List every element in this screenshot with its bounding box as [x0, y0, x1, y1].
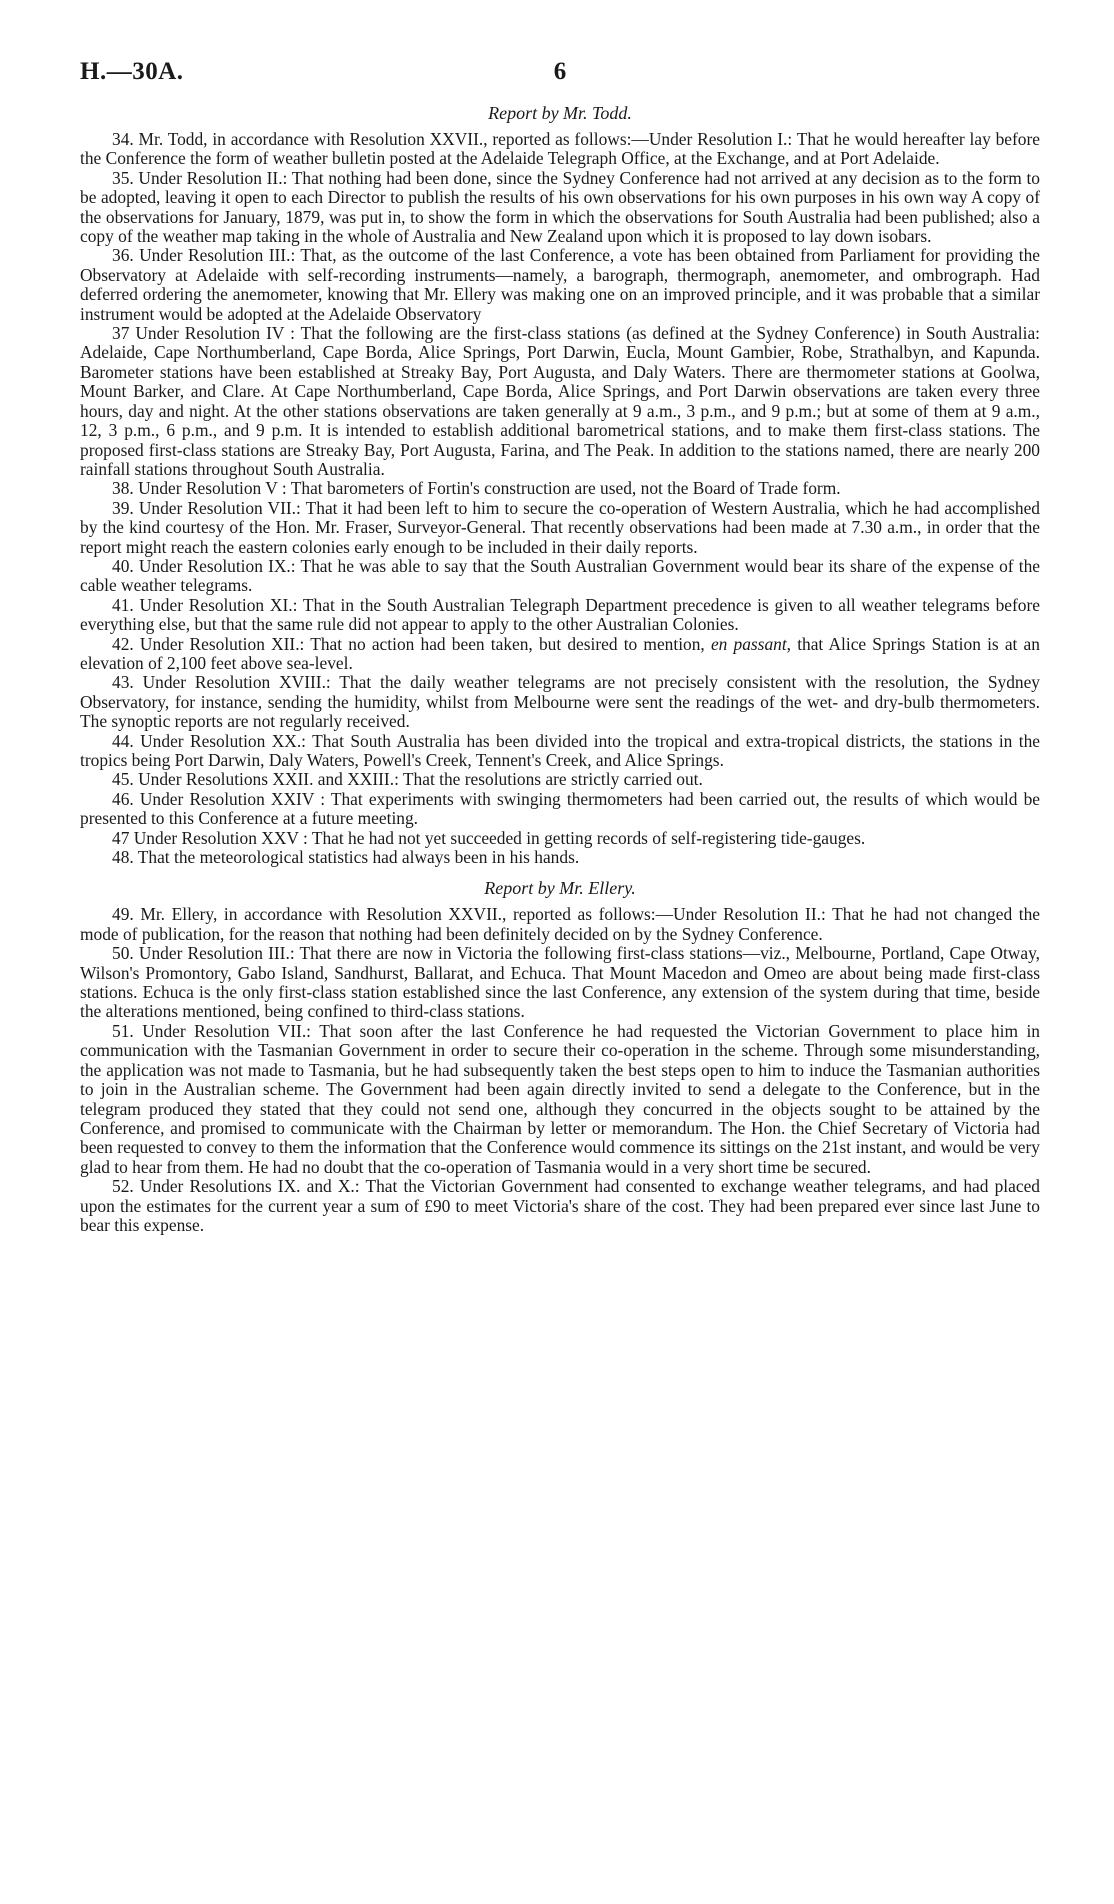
- paragraph-38: 38. Under Resolution V : That barometers of Fortin's construction are used, not the Board of Trade form.: [112, 478, 841, 499]
- paragraph-42-italic: en passant: [710, 633, 787, 654]
- paragraph-52: 52. Under Resolutions IX. and X.: That the Victorian Government had consented to exchange weather telegrams, and had placed upon the estimates for the current year a sum of £90 to meet Victoria's share of the cost. They had been prepared ever since last June to bear this expense.: [80, 1176, 1040, 1235]
- paragraph-34: 34. Mr. Todd, in accordance with Resolution XXVII., reported as follows:—Under Resolution I.: That he would hereafter lay before the Conference the form of weather bulletin posted at the Adelaide Telegraph Office, at the Exchange, and at Port Adelaide.: [80, 129, 1040, 169]
- paragraph-40: 40. Under Resolution IX.: That he was able to say that the South Australian Government would bear its share of the expense of the cable weather telegrams.: [80, 555, 1040, 596]
- document-page: [80, 58, 1040, 1235]
- paragraph-35: 35. Under Resolution II.: That nothing had been done, since the Sydney Conference had not arrived at any decision as to the form to be adopted, leaving it open to each Director to publish the results of his own observations for his own purposes in his own way A copy of the observations for January, 1879, was put in, to show the form in which the observations for South Australia had been published; also a copy of the weather map taking in the whole of Australia and New Zealand upon which it is proposed to lay down isobars.: [80, 167, 1040, 247]
- paragraph-49: 49. Mr. Ellery, in accordance with Resolution XXVII., reported as follows:—Under Resolution II.: That he had not changed the mode of publication, for the reason that nothing had been definitely decided on by the Sydney Conference.: [80, 904, 1040, 944]
- document-reference: H.—30A.: [80, 58, 184, 85]
- paragraph-43: 43. Under Resolution XVIII.: That the daily weather telegrams are not precisely consistent with the resolution, the Sydney Observatory, for instance, sending the humidity, whilst from Melbourne were sent the readings of the wet- and dry-bulb thermometers. The synoptic reports are not regularly received.: [80, 672, 1040, 732]
- paragraph-42-lead: 42. Under Resolution XII.: That no action had been taken, but desired to mention,: [112, 633, 711, 654]
- paragraph-48: 48. That the meteorological statistics had always been in his hands.: [112, 847, 580, 868]
- section-spacer: [80, 867, 1040, 877]
- paragraph-46: 46. Under Resolution XXIV : That experiments with swinging thermometers had been carried out, the results of which would be presented to this Conference at a future meeting.: [80, 788, 1040, 829]
- paragraph-44: 44. Under Resolution XX.: That South Australia has been divided into the tropical and extra-tropical districts, the stations in the tropics being Port Darwin, Daly Waters, Powell's Creek, Tennent's Creek, and Alice Springs.: [80, 730, 1040, 770]
- paragraph-37: 37 Under Resolution IV : That the following are the first-class stations (as defined at the Sydney Conference) in South Australia: Adelaide, Cape Northumberland, Cape Borda, Alice Springs, Port Darwin, Eucla, Mount Gambier, Robe, Strathalbyn, and Kapunda. Barometer stations have been established at Streaky Bay, Port Augusta, and Daly Waters. There are thermometer stations at Goolwa, Mount Barker, and Clare. At Cape Northumberland, Cape Borda, Alice Springs, and Port Darwin observations are taken every three hours, day and night. At the other stations observations are taken generally at 9 a.m., 3 p.m., and 9 p.m.; but at some of them at 9 a.m., 12, 3 p.m., 6 p.m., and 9 p.m. It is intended to establish additional barometrical stations, and to make them first-class stations. The proposed first-class stations are Streaky Bay, Port Augusta, Farina, and The Peak. In addition to the stations named, there are nearly 200 rainfall stations throughout South Australia.: [80, 323, 1040, 479]
- section-ellery-report: [80, 877, 1040, 1235]
- section-todd-report: [80, 102, 1040, 867]
- paragraph-50: 50. Under Resolution III.: That there are now in Victoria the following first-class stations—viz., Melbourne, Portland, Cape Otway, Wilson's Promontory, Gabo Island, Sandhurst, Ballarat, and Echuca. That Mount Macedon and Omeo are about being made first-class stations. Echuca is the only first-class station established since the last Conference, any extension of the system during that time, beside the alterations mentioned, being confined to third-class stations.: [80, 943, 1040, 1022]
- paragraph-47: 47 Under Resolution XXV : That he had not yet succeeded in getting records of self-registering tide-gauges.: [112, 827, 866, 848]
- paragraph-45: 45. Under Resolutions XXII. and XXIII.: That the resolutions are strictly carried out.: [112, 769, 703, 790]
- paragraph-42: [80, 635, 1040, 674]
- section-title: Report by Mr. Ellery.: [484, 878, 636, 899]
- paragraph-41: 41. Under Resolution XI.: That in the South Australian Telegraph Department precedence is given to all weather telegrams before everything else, but that the same rule did not appear to apply to the other Australian Colonies.: [80, 594, 1040, 635]
- paragraph-51: 51. Under Resolution VII.: That soon after the last Conference he had requested the Victorian Government to place him in communication with the Tasmanian Government in order to secure their co-operation in the scheme. Through some misunderstanding, the application was not made to Tasmania, but he had subsequently taken the best steps open to him to induce the Tasmanian authorities to join in the Australian scheme. The Government had been again directly invited to send a delegate to the Conference, but in the telegram produced they stated that they could not send one, although they concurred in the objects sought to be attained by the Conference, and promised to communicate with the Chairman by letter or memorandum. The Hon. the Chief Secretary of Victoria had been requested to convey to them the information that the Conference would commence its sittings on the 21st instant, and would be very glad to hear from them. He had no doubt that the co-operation of Tasmania would in a very short time be secured.: [80, 1020, 1040, 1177]
- running-header: [80, 58, 1040, 90]
- paragraph-39: 39. Under Resolution VII.: That it had been left to him to secure the co-operation of Western Australia, which he had accomplished by the kind courtesy of the Hon. Mr. Fraser, Surveyor-General. That recently observations had been made at 7.30 a.m., in order that the report might reach the eastern colonies early enough to be included in their daily reports.: [80, 497, 1040, 557]
- paragraph-42-tail: , that Alice Springs Station is at an elevation of 2,100 feet above sea-level.: [80, 633, 1040, 673]
- page-number: 6: [553, 58, 567, 85]
- paragraph-36: 36. Under Resolution III.: That, as the outcome of the last Conference, a vote has been obtained from Parliament for providing the Observatory at Adelaide with self-recording instruments—namely, a barograph, thermograph, anemometer, and ombrograph. Had deferred ordering the anemometer, knowing that Mr. Ellery was making one on an improved principle, and it was probable that a similar instrument would be adopted at the Adelaide Observatory: [80, 245, 1040, 324]
- section-title: Report by Mr. Todd.: [488, 103, 632, 123]
